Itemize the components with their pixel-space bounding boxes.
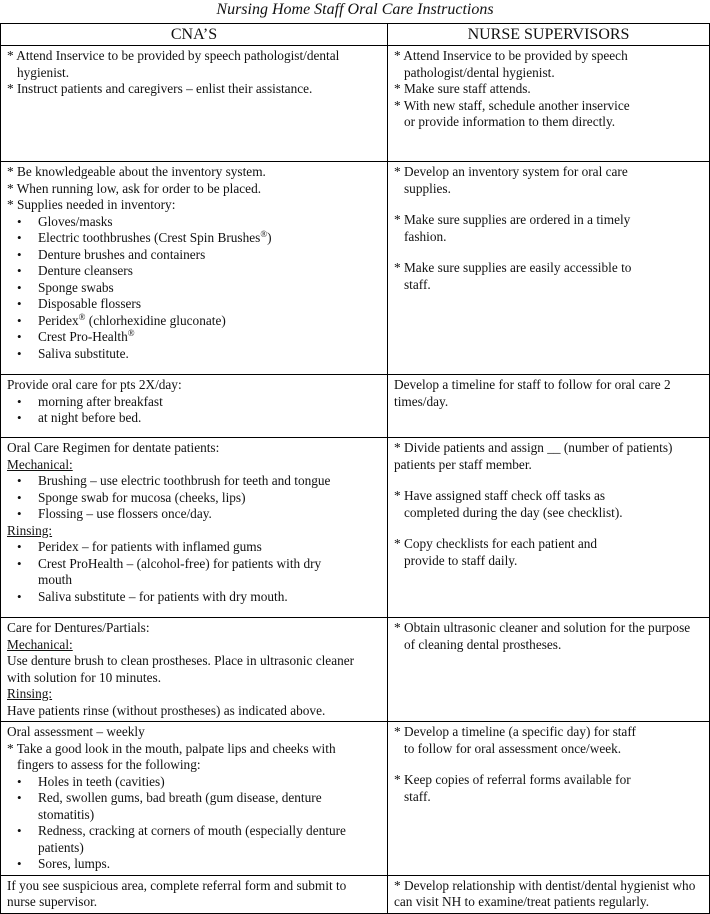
list-item: • Gloves/masks [17,213,113,229]
supervisor-cell [388,875,710,913]
list-item: • Redness, cracking at corners of mouth (especially denture [17,823,346,838]
text-line: can visit NH to examine/treat patients regularly. [394,894,650,909]
list-item-continuation: patients) [38,839,84,855]
supervisor-cell [388,162,710,375]
text-line: * Attend Inservice to be provided by speech pathologist/dental [7,48,340,63]
bullet-icon: • [17,246,22,262]
list-item-continuation: mouth [38,572,72,587]
text-line: If you see suspicious area, complete referral form and submit to [7,877,347,893]
text-line: Care for Dentures/Partials: [7,620,150,635]
list-item: • Peridex – for patients with inflamed gums [17,539,262,554]
text-line: of cleaning dental prostheses. [404,636,562,652]
bullet-icon: • [17,296,22,311]
cna-cell [1,375,388,438]
section-heading: Rinsing: [7,522,53,538]
bullet-icon: • [17,230,22,245]
supervisor-cell [388,375,710,438]
table-row [1,722,710,876]
list-item: • Peridex® (chlorhexidine gluconate) [17,311,226,328]
text-line: * Divide patients and assign __ (number of patients) [394,440,673,455]
text-line: Provide oral care for pts 2X/day: [7,377,182,392]
text-line: Oral Care Regimen for dentate patients: [7,440,220,455]
text-line: provide to staff daily. [404,552,518,568]
text-line: * Make sure staff attends. [394,81,531,96]
text-line: Use denture brush to clean prostheses. Place in ultrasonic cleaner [7,653,355,668]
cna-cell [1,722,388,876]
text-line: patients per staff member. [394,456,532,472]
table-row [1,46,710,162]
section-heading: Mechanical: [7,636,73,652]
text-line: Have patients rinse (without prostheses) as indicated above. [7,702,326,718]
text-line: * Make sure supplies are easily accessible to [394,260,632,275]
cna-column-header: CNA’S [1,24,388,46]
cna-cell [1,438,388,618]
text-line: * Supplies needed in inventory: [7,197,176,212]
list-item: • Holes in teeth (cavities) [17,773,165,789]
bullet-icon: • [17,588,22,604]
text-line: * Develop relationship with dentist/dental hygienist who [394,877,696,893]
text-line: * Develop an inventory system for oral care [394,164,628,179]
text-line: * Copy checklists for each patient and [394,536,598,551]
bullet-icon: • [17,489,22,505]
cna-cell [1,875,388,913]
list-item: • Red, swollen gums, bad breath (gum disease, denture [17,790,322,805]
oral-care-table [0,23,710,914]
text-line: Develop a timeline for staff to follow for oral care 2 [394,377,671,392]
section-heading: Rinsing: [7,686,53,701]
registered-mark: ® [78,311,86,322]
supervisor-cell [388,46,710,162]
page-title: Nursing Home Staff Oral Care Instructions [216,1,494,18]
registered-mark: ® [260,229,268,239]
bullet-icon: • [17,312,22,328]
text-line: pathologist/dental hygienist. [404,64,555,80]
table-row [1,438,710,618]
cna-cell [1,46,388,162]
bullet-icon: • [17,790,22,805]
text-line: or provide information to them directly. [404,114,616,129]
list-item: • morning after breakfast [17,393,163,409]
text-line: * Be knowledgeable about the inventory system. [7,164,266,179]
bullet-icon: • [17,345,22,361]
supervisor-cell [388,722,710,876]
section-heading: Mechanical: [7,456,73,472]
text-line: * Attend Inservice to be provided by speech [394,48,628,63]
list-item: • Saliva substitute – for patients with dry mouth. [17,588,288,604]
text-line: * Take a good look in the mouth, palpate lips and cheeks with [7,740,336,756]
list-item: • Flossing – use flossers once/day. [17,506,212,521]
bullet-icon: • [17,856,22,871]
list-item: • Sponge swab for mucosa (cheeks, lips) [17,489,246,505]
table-row [1,162,710,375]
text-line: with solution for 10 minutes. [7,669,162,685]
supervisor-column-header: NURSE SUPERVISORS [388,24,710,46]
bullet-icon: • [17,410,22,425]
text-line: * Develop a timeline (a specific day) for staff [394,724,636,739]
text-line: fashion. [404,228,447,244]
list-item: • Brushing – use electric toothbrush for teeth and tongue [17,473,331,488]
list-item: • Disposable flossers [17,296,142,311]
list-item: • Saliva substitute. [17,345,129,361]
list-item: • Crest Pro-Health® [17,328,135,344]
text-line: supplies. [404,180,451,196]
cna-cell [1,162,388,375]
table-row [1,618,710,722]
text-line: * Obtain ultrasonic cleaner and solution for the purpose [394,620,691,635]
bullet-icon: • [17,473,22,488]
text-line: * With new staff, schedule another inservice [394,97,630,113]
bullet-icon: • [17,823,22,838]
list-item: • Electric toothbrushes (Crest Spin Brushes®) [17,229,272,245]
text-line: * Have assigned staff check off tasks as [394,488,606,503]
list-item: • Sores, lumps. [17,856,111,871]
text-line: Oral assessment – weekly [7,724,145,739]
bullet-icon: • [17,329,22,344]
bullet-icon: • [17,213,22,229]
list-item: • Denture brushes and containers [17,246,206,262]
list-item: • at night before bed. [17,410,142,425]
text-line: completed during the day (see checklist). [404,504,623,520]
table-row [1,375,710,438]
bullet-icon: • [17,393,22,409]
bullet-icon: • [17,773,22,789]
text-line: staff. [404,788,431,804]
bullet-icon: • [17,539,22,554]
supervisor-cell [388,618,710,722]
text-line: * Instruct patients and caregivers – enlist their assistance. [7,81,313,96]
cna-cell [1,618,388,722]
registered-mark: ® [127,328,135,338]
list-item: • Sponge swabs [17,279,114,295]
text-line: times/day. [394,393,449,409]
bullet-icon: • [17,263,22,278]
text-line: * When running low, ask for order to be placed. [7,180,262,196]
text-line: * Make sure supplies are ordered in a timely [394,212,631,227]
text-line: hygienist. [17,64,70,80]
list-item-continuation: stomatitis) [38,806,95,822]
text-line: staff. [404,276,431,292]
bullet-icon: • [17,506,22,521]
text-line: to follow for oral assessment once/week. [404,740,622,756]
list-item: • Crest ProHealth – (alcohol-free) for patients with dry [17,555,322,571]
text-line: nurse supervisor. [7,894,98,909]
supervisor-cell [388,438,710,618]
header-row [1,24,710,46]
bullet-icon: • [17,279,22,295]
bullet-icon: • [17,555,22,571]
list-item: • Denture cleansers [17,263,133,278]
text-line: * Keep copies of referral forms available for [394,772,631,787]
table-row [1,875,710,913]
text-line: fingers to assess for the following: [17,757,201,772]
